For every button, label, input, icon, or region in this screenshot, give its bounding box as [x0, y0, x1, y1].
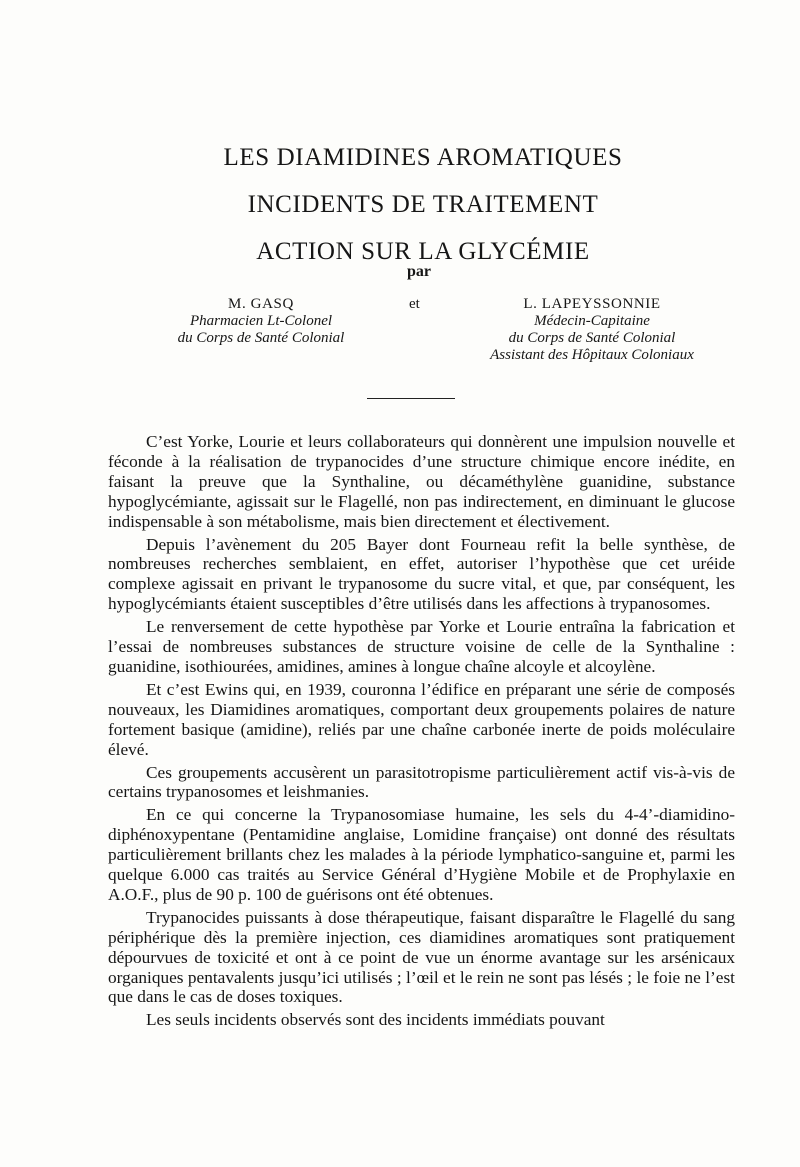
paragraph-3: Le renversement de cette hypothèse par Yorke et Lourie entraîna la fabrication et l’essai de nombreuses substances de structure voisine de celle de la Synthaline : guanidine, isothiourées, amidines, amines à longue chaîne alcoyle et alcoylène.: [108, 617, 735, 676]
byline-par: par: [407, 263, 431, 280]
author-role-line: Médecin-Capitaine: [534, 313, 650, 329]
title-line-2: INCIDENTS DE TRAITEMENT: [247, 191, 599, 218]
author-role-line: du Corps de Santé Colonial: [177, 330, 345, 346]
author-role-line: Assistant des Hôpitaux Coloniaux: [490, 347, 694, 363]
paragraph-4: Et c’est Ewins qui, en 1939, couronna l’édifice en préparant une série de composés nouveaux, les Diamidines aromatiques, comportant deux groupements polaires de nature fortement basique (amidine), reliés par une chaîne carbonée inerte de poids moléculaire élevé.: [108, 679, 735, 759]
author-name: L. LAPEYSSONNIE: [523, 296, 661, 312]
article-title: [0, 134, 800, 275]
paragraph-1: C’est Yorke, Lourie et leurs collaborateurs qui donnèrent une impulsion nouvelle et féconde à la réalisation de trypanocides d’une structure chimique encore inédite, en faisant la preuve que la Synthaline, ou décaméthylène guanidine, substance hypoglycémiante, agissait sur le Flagellé, non pas indirectement, en diminuant le glucose indispensable à son métabolisme, mais bien directement et électivement.: [108, 432, 735, 531]
author-lapeyssonnie: [452, 296, 732, 364]
author-conjunction: et: [409, 296, 420, 312]
author-gasq: [140, 296, 382, 347]
paragraph-7: Trypanocides puissants à dose thérapeutique, faisant disparaître le Flagellé du sang périphérique dès la première injection, ces diamidines aromatiques sont pratiquement dépourvues de toxicité et ont à ce point de vue un énorme avantage sur les arsénicaux organiques pentavalents jusqu’ici utilisés ; l’œil et le rein ne sont pas lésés ; le foie ne l’est que dans le cas de doses toxiques.: [108, 907, 735, 1007]
paragraph-2: Depuis l’avènement du 205 Bayer dont Fourneau refit la belle synthèse, de nombreuses recherches semblaient, en effet, autoriser l’hypothèse que cet uréide complexe agissait en privant le trypanosome du sucre vital, et que, par conséquent, les hypoglycémiants étaient susceptibles d’être utilisés dans les affections à trypanosomes.: [108, 534, 735, 614]
title-line-3: ACTION SUR LA GLYCÉMIE: [256, 238, 590, 265]
article-body: [108, 432, 735, 1033]
author-role-line: du Corps de Santé Colonial: [508, 330, 676, 346]
section-divider: [367, 398, 455, 399]
paragraph-6: En ce qui concerne la Trypanosomiase humaine, les sels du 4-4’-diamidino-diphénoxypentane (Pentamidine anglaise, Lomidine française) ont donné des résultats particulièrement brillants chez les malades à la période lymphatico-sanguine et, parmi les quelque 6.000 cas traités au Service Général d’Hygiène Mobile et de Prophylaxie en A.O.F., plus de 90 p. 100 de guérisons ont été obtenues.: [108, 805, 735, 904]
author-role-line: Pharmacien Lt-Colonel: [189, 313, 333, 329]
paragraph-5: Ces groupements accusèrent un parasitotropisme particulièrement actif vis-à-vis de certains trypanosomes et leishmanies.: [108, 762, 735, 802]
paragraph-8: Les seuls incidents observés sont des incidents immédiats pouvant: [146, 1010, 605, 1030]
author-name: M. GASQ: [228, 296, 294, 312]
title-line-1: LES DIAMIDINES AROMATIQUES: [223, 144, 623, 171]
